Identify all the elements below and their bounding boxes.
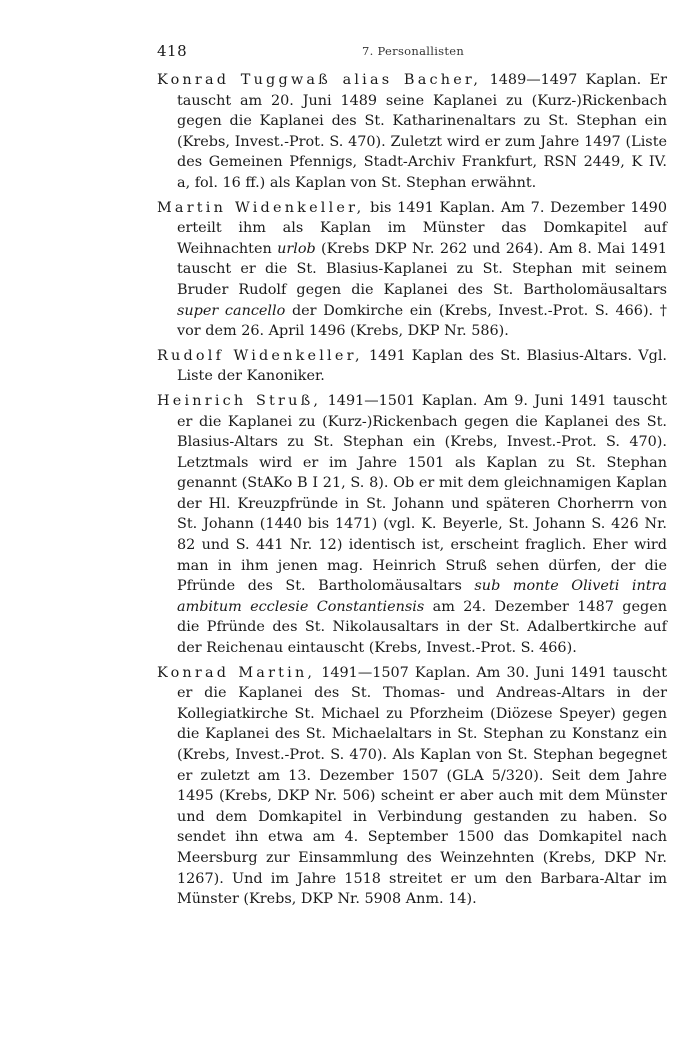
latin-phrase: sub monte Oliveti intra ambitum ecclesie Constantiensis <box>177 578 667 615</box>
page-header <box>157 42 667 66</box>
page-number: 418 <box>157 42 188 60</box>
entry-heinrich-struss <box>157 391 667 659</box>
latin-phrase: urlob <box>277 240 316 257</box>
entry-text: 1491—1501 Kaplan. Am 9. Juni 1491 tauscht er die Kaplanei zu (Kurz-)Rickenbach gegen die Kaplanei des St. Blasius-Altars zu St. Stephan ein (Krebs, Invest.-Prot. S. 470). Letztmals wird er im Jahre 1501 als Kaplan zu St. Stephan genannt (StAKo B I 21, S. 8). Ob er mit dem gleichnamigen Kaplan der Hl. Kreuzpfründe in St. Johann und späteren Chorherrn von St. Johann (1440 bis 1471) (vgl. K. Beyerle, St. Johann S. 426 Nr. 82 und S. 441 Nr. 12) identisch ist, erscheint fraglich. Eher wird man in ihm jenen mag. Heinrich Struß sehen dürfen, der die Pfründe des St. Bartholomäusaltars <box>177 392 668 595</box>
entry-text: 1489—1497 Kaplan. Er tauscht am 20. Juni 1489 seine Kaplanei zu (Kurz-)Rickenbach gegen die Kaplanei des St. Katharinenaltars zu St. Stephan ein (Krebs, Invest.-Prot. S. 470). Zuletzt wird er zum Jahre 1497 (Liste des Gemeinen Pfennigs, Stadt-Archiv Frankfurt, RSN 2449, K IV. a, fol. 16 ff.) als Kaplan von St. Stephan erwähnt. <box>177 72 667 191</box>
latin-phrase: super cancello <box>177 302 286 319</box>
entry-konrad-martin <box>157 663 667 910</box>
entry-name: Rudolf Widenkeller, <box>157 347 363 364</box>
entry-name: Martin Widenkeller, <box>157 199 365 216</box>
entry-list <box>157 70 667 914</box>
entry-konrad-tuggwass <box>157 70 667 194</box>
entry-name: Konrad Tuggwaß alias Bacher, <box>157 72 482 88</box>
entry-text: bis 1491 Kaplan. Am 7. Dezember 1490 erteilt ihm als Kaplan im Münster das Domkapitel auf Weihnachten <box>177 199 667 257</box>
entry-text: am 24. Dezember 1487 gegen die Pfründe des St. Nikolausaltars in der St. Adalbertkirche auf der Reichenau eintauscht (Krebs, Invest.-Prot. S. 466). <box>177 598 667 657</box>
entry-rudolf-widenkeller <box>157 346 667 387</box>
entry-text: der Domkirche ein (Krebs, Invest.-Prot. S. 466). † vor dem 26. April 1496 (Krebs, DKP Nr. 586). <box>177 302 667 340</box>
running-head: 7. Personallisten <box>362 44 465 58</box>
entry-name: Heinrich Struß, <box>157 392 322 409</box>
entry-text: (Krebs DKP Nr. 262 und 264). Am 8. Mai 1491 tauscht er die St. Blasius-Kaplanei zu St. Stephan mit seinem Bruder Rudolf gegen die Kaplanei des St. Bartholomäusaltars <box>177 240 667 298</box>
entry-martin-widenkeller <box>157 198 667 342</box>
entry-text: 1491 Kaplan des St. Blasius-Altars. Vgl. Liste der Kanoniker. <box>177 347 667 385</box>
entry-name: Konrad Martin, <box>157 664 316 681</box>
entry-text: 1491—1507 Kaplan. Am 30. Juni 1491 tauscht er die Kaplanei des St. Thomas- und Andreas-Altars in der Kollegiatkirche St. Michael zu Pforzheim (Diözese Speyer) gegen die Kaplanei des St. Michaelaltars in St. Stephan zu Konstanz ein (Krebs, Invest.-Prot. S. 470). Als Kaplan von St. Stephan begegnet er zuletzt am 13. Dezember 1507 (GLA 5/320). Seit dem Jahre 1495 (Krebs, DKP Nr. 506) scheint er aber auch mit dem Münster und dem Domkapitel in Verbindung gestanden zu haben. So sendet ihn etwa am 4. September 1500 das Domkapitel nach Meersburg zur Einsammlung des Weinzehnten (Krebs, DKP Nr. 1267). Und im Jahre 1518 streitet er um den Barbara-Altar im Münster (Krebs, DKP Nr. 5908 Anm. 14). <box>177 664 668 908</box>
